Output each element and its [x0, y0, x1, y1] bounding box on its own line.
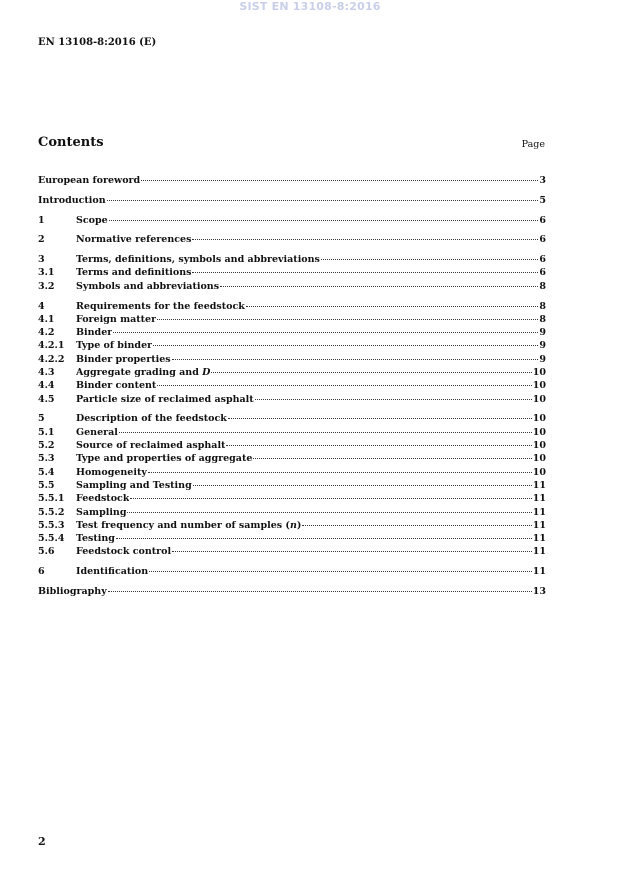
toc-entry-number: 4.2: [38, 327, 55, 339]
toc-entry-page: 10: [532, 440, 546, 452]
toc-entry[interactable]: [38, 519, 546, 532]
toc-entry-title: Particle size of reclaimed asphalt: [76, 393, 254, 405]
toc-entry-page: 11: [532, 479, 546, 491]
toc-entry-page: 13: [532, 586, 546, 598]
toc-entry-title: Type and properties of aggregate: [76, 453, 253, 465]
toc-entry-number: 4.4: [38, 380, 55, 392]
toc-entry-number: 1: [38, 214, 45, 226]
toc-entry-page: 6: [539, 234, 546, 246]
toc-entry-title: Introduction: [38, 194, 106, 206]
toc-entry-page: 5: [539, 194, 546, 206]
toc-entry-page: 10: [532, 380, 546, 392]
toc-entry-page: 11: [532, 493, 546, 505]
toc-entry-page: 10: [532, 413, 546, 425]
toc-entry-number: 5.5: [38, 479, 55, 491]
dot-leader: [116, 538, 532, 539]
standard-id: EN 13108-8:2016 (E): [38, 37, 157, 48]
dot-leader: [108, 591, 532, 592]
toc-entry-page: 10: [532, 393, 546, 405]
dot-leader: [157, 385, 531, 386]
toc-entry[interactable]: [38, 194, 546, 207]
dot-leader: [119, 432, 532, 433]
toc-entry-title: Source of reclaimed asphalt: [76, 440, 226, 452]
toc-entry[interactable]: [38, 174, 546, 187]
toc-entry[interactable]: [38, 379, 546, 392]
watermark: SIST EN 13108-8:2016: [239, 0, 381, 13]
toc-entry-title: Feedstock: [76, 493, 130, 505]
toc-entry-title: European foreword: [38, 175, 141, 186]
toc-entry-number: 5.2: [38, 440, 55, 452]
toc-entry-page: 10: [532, 453, 546, 465]
dot-leader: [228, 418, 532, 419]
toc-entry[interactable]: [38, 565, 546, 578]
toc-entry-number: 3.1: [38, 267, 55, 279]
toc-entry-page: 8: [539, 300, 546, 312]
toc-entry-page: 6: [539, 254, 546, 266]
toc-entry-number: 2: [38, 234, 45, 246]
toc-entry-number: 5.1: [38, 426, 55, 438]
toc-entry-title: Normative references: [76, 234, 192, 246]
toc-entry-title: Terms and definitions: [76, 267, 192, 279]
toc-entry-title: Sampling and Testing: [76, 479, 192, 491]
dot-leader: [193, 485, 532, 486]
toc-entry-number: 4.5: [38, 393, 55, 405]
toc-entry-number: 5.6: [38, 546, 55, 558]
toc-entry[interactable]: [38, 545, 546, 558]
dot-leader: [107, 200, 539, 201]
toc-entry-title: Terms, definitions, symbols and abbreviations: [76, 254, 320, 266]
toc-entry-page: 9: [539, 353, 546, 365]
dot-leader: [211, 372, 531, 373]
dot-leader: [153, 345, 538, 346]
toc-entry-page: 9: [539, 327, 546, 339]
toc-entry-title: Testing: [76, 533, 115, 545]
toc-entry[interactable]: [38, 452, 546, 465]
dot-leader: [321, 259, 538, 260]
dot-leader: [149, 571, 532, 572]
toc-entry-page: 10: [532, 367, 546, 379]
toc-entry-page: 8: [539, 313, 546, 325]
toc-entry-page: 11: [532, 546, 546, 558]
toc-entry-title: Binder properties: [76, 353, 171, 365]
toc-entry[interactable]: [38, 353, 546, 366]
toc-entry-title: Homogeneity: [76, 466, 147, 478]
toc-entry[interactable]: [38, 506, 546, 519]
toc-entry[interactable]: [38, 412, 546, 425]
toc-entry-number: 4: [38, 300, 45, 312]
toc-entry-page: 3: [539, 175, 546, 186]
toc-entry-page: 10: [532, 466, 546, 478]
toc-entry-number: 3.2: [38, 280, 55, 292]
toc-entry-number: 5: [38, 413, 45, 425]
dot-leader: [130, 498, 531, 499]
toc-entry[interactable]: [38, 339, 546, 352]
dot-leader: [246, 306, 539, 307]
toc-entry-page: 11: [532, 533, 546, 545]
toc-entry-number: 4.1: [38, 313, 55, 325]
toc-entry-title: Test frequency and number of samples (n): [76, 519, 302, 531]
dot-leader: [172, 359, 539, 360]
toc-entry-number: 3: [38, 254, 45, 266]
toc-entry-number: 5.5.3: [38, 519, 65, 531]
toc-entry-title: General: [76, 426, 118, 438]
toc-entry-title: Requirements for the feedstock: [76, 300, 245, 312]
dot-leader: [253, 458, 531, 459]
toc-entry-number: 4.3: [38, 367, 55, 379]
toc-entry[interactable]: [38, 479, 546, 492]
dot-leader: [141, 180, 538, 181]
toc-entry[interactable]: [38, 214, 546, 227]
toc-entry-number: 5.4: [38, 466, 55, 478]
toc-entry-title: Scope: [76, 214, 108, 226]
toc-entry-page: 10: [532, 426, 546, 438]
toc-entry-page: 11: [532, 519, 546, 531]
toc-entry-number: 5.5.1: [38, 493, 65, 505]
toc-entry-title: Identification: [76, 566, 149, 578]
toc-entry[interactable]: [38, 253, 546, 266]
toc-entry[interactable]: [38, 532, 546, 545]
toc-entry[interactable]: [38, 492, 546, 505]
toc-entry-title: Foreign matter: [76, 313, 157, 325]
toc-entry-title: Type of binder: [76, 340, 153, 352]
toc-entry[interactable]: [38, 585, 546, 598]
dot-leader: [109, 220, 539, 221]
toc-entry-page: 6: [539, 214, 546, 226]
toc-entry-page: 11: [532, 506, 546, 518]
toc-entry[interactable]: [38, 313, 546, 326]
toc-entry-page: 9: [539, 340, 546, 352]
page-number: 2: [38, 835, 46, 848]
toc-entry[interactable]: [38, 280, 546, 293]
dot-leader: [255, 399, 532, 400]
dot-leader: [302, 525, 531, 526]
toc-entry[interactable]: [38, 366, 546, 379]
toc-entry-number: 4.2.1: [38, 340, 65, 352]
toc-entry[interactable]: [38, 466, 546, 479]
toc-entry-number: 5.3: [38, 453, 55, 465]
dot-leader: [113, 332, 538, 333]
toc-entry[interactable]: [38, 426, 546, 439]
toc-entry[interactable]: [38, 439, 546, 452]
toc-entry-number: 5.5.2: [38, 506, 65, 518]
dot-leader: [127, 512, 531, 513]
toc-entry-page: 11: [532, 566, 546, 578]
dot-leader: [148, 472, 532, 473]
toc-entry-page: 6: [539, 267, 546, 279]
toc-entry[interactable]: [38, 326, 546, 339]
contents-title: Contents: [38, 135, 104, 150]
toc-entry-title: Binder content: [76, 380, 157, 392]
dot-leader: [226, 445, 531, 446]
dot-leader: [220, 286, 538, 287]
toc-entry[interactable]: [38, 266, 546, 279]
dot-leader: [172, 551, 532, 552]
toc-entry-number: 5.5.4: [38, 533, 65, 545]
toc-entry-title: Bibliography: [38, 586, 107, 598]
page-column-label: Page: [521, 139, 545, 150]
toc-entry-title: Aggregate grading and D: [76, 367, 211, 379]
toc-entry-title: Feedstock control: [76, 546, 172, 558]
toc-entry-number: 6: [38, 566, 45, 578]
dot-leader: [192, 272, 538, 273]
toc-entry-title: Binder: [76, 327, 113, 339]
dot-leader: [192, 239, 538, 240]
toc-entry-title: Sampling: [76, 506, 127, 518]
table-of-contents: [38, 174, 546, 598]
dot-leader: [157, 319, 538, 320]
toc-entry[interactable]: [38, 393, 546, 406]
toc-entry[interactable]: [38, 300, 546, 313]
toc-entry-number: 4.2.2: [38, 353, 65, 365]
toc-entry-title: Description of the feedstock: [76, 413, 227, 425]
toc-entry-page: 8: [539, 280, 546, 292]
toc-entry-title: Symbols and abbreviations: [76, 280, 220, 292]
toc-entry[interactable]: [38, 233, 546, 246]
